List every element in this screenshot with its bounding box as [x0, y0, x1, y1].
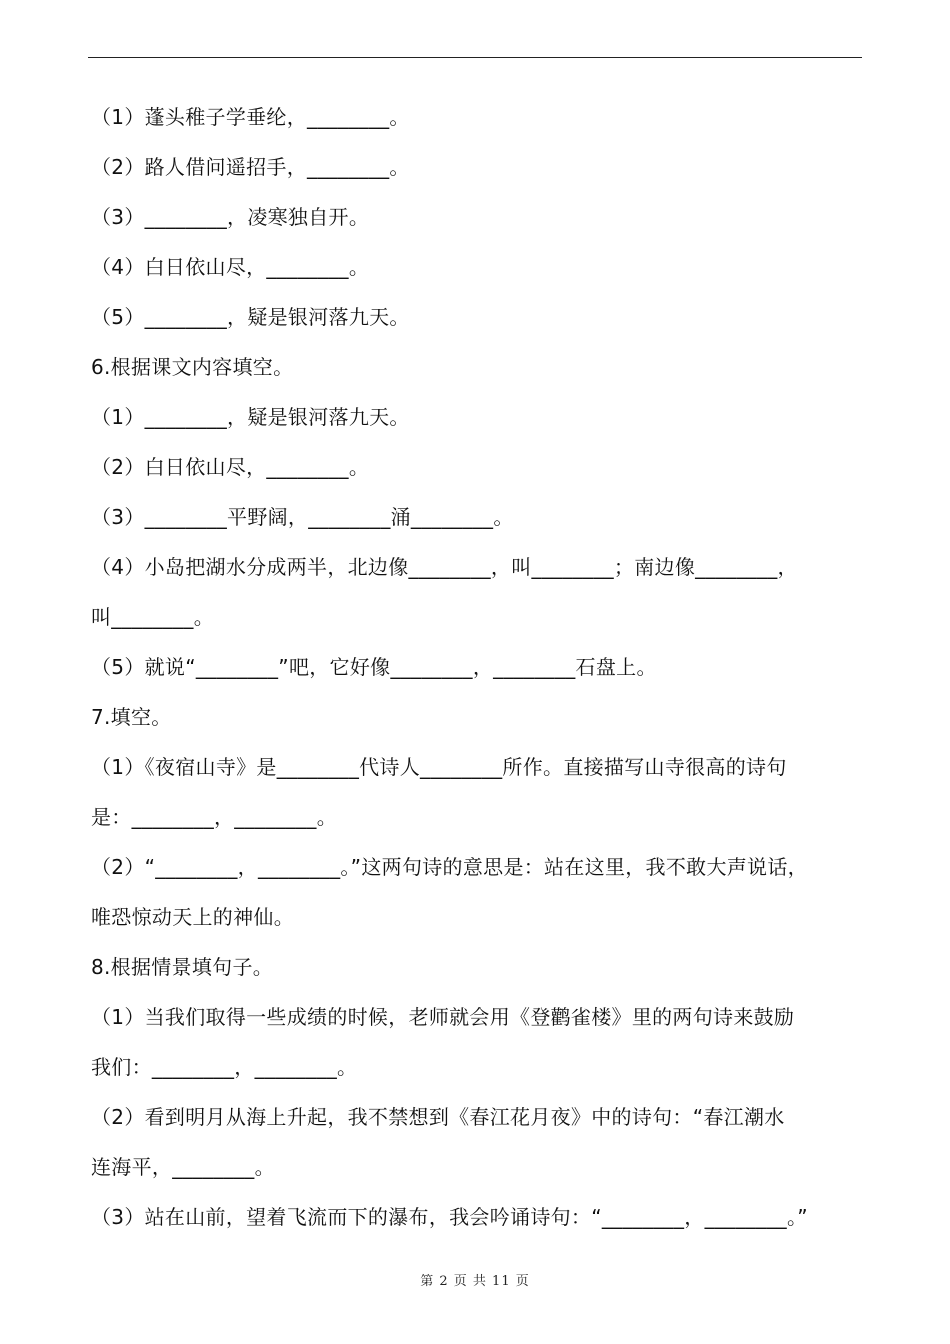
- text-line: （3）________平野阔，________涌________。: [91, 505, 514, 529]
- text-line: （1）当我们取得一些成绩的时候，老师就会用《登鹳雀楼》里的两句诗来鼓励: [91, 1005, 795, 1029]
- text-line: （3）________，凌寒独自开。: [91, 205, 370, 229]
- question-heading: 8.根据情景填句子。: [91, 955, 274, 979]
- question-heading: 7.填空。: [91, 705, 172, 729]
- text-line: 唯恐惊动天上的神仙。: [91, 905, 294, 929]
- text-line: 我们：________，________。: [91, 1055, 358, 1079]
- text-line: 叫________。: [91, 605, 214, 629]
- question-heading: 6.根据课文内容填空。: [91, 355, 294, 379]
- text-line: （2）白日依山尽，________。: [91, 455, 370, 479]
- text-line: （1）蓬头稚子学垂纶，________。: [91, 105, 410, 129]
- text-line: 是：________，________。: [91, 805, 337, 829]
- text-line: （1）________，疑是银河落九天。: [91, 405, 410, 429]
- question-content: [91, 92, 862, 1242]
- text-line: （1）《夜宿山寺》是________代诗人________所作。直接描写山寺很高的诗句: [91, 755, 787, 779]
- page-footer: 第 2 页 共 11 页: [420, 1274, 530, 1289]
- text-line: （2）路人借问遥招手，________。: [91, 155, 410, 179]
- header-rule: [88, 57, 862, 58]
- text-line: 连海平，________。: [91, 1155, 275, 1179]
- text-line: （3）站在山前，望着飞流而下的瀑布，我会吟诵诗句：“________，________。”: [91, 1205, 808, 1229]
- text-line: （4）白日依山尽，________。: [91, 255, 370, 279]
- text-line: （4）小岛把湖水分成两半，北边像________，叫________；南边像________，: [91, 555, 798, 579]
- text-line: （5）就说“________”吧，它好像________，________石盘上。: [91, 655, 657, 679]
- text-line: （5）________，疑是银河落九天。: [91, 305, 410, 329]
- text-line: （2）看到明月从海上升起，我不禁想到《春江花月夜》中的诗句：“春江潮水: [91, 1105, 785, 1129]
- text-line: （2）“________，________。”这两句诗的意思是：站在这里，我不敢大声说话，: [91, 855, 808, 879]
